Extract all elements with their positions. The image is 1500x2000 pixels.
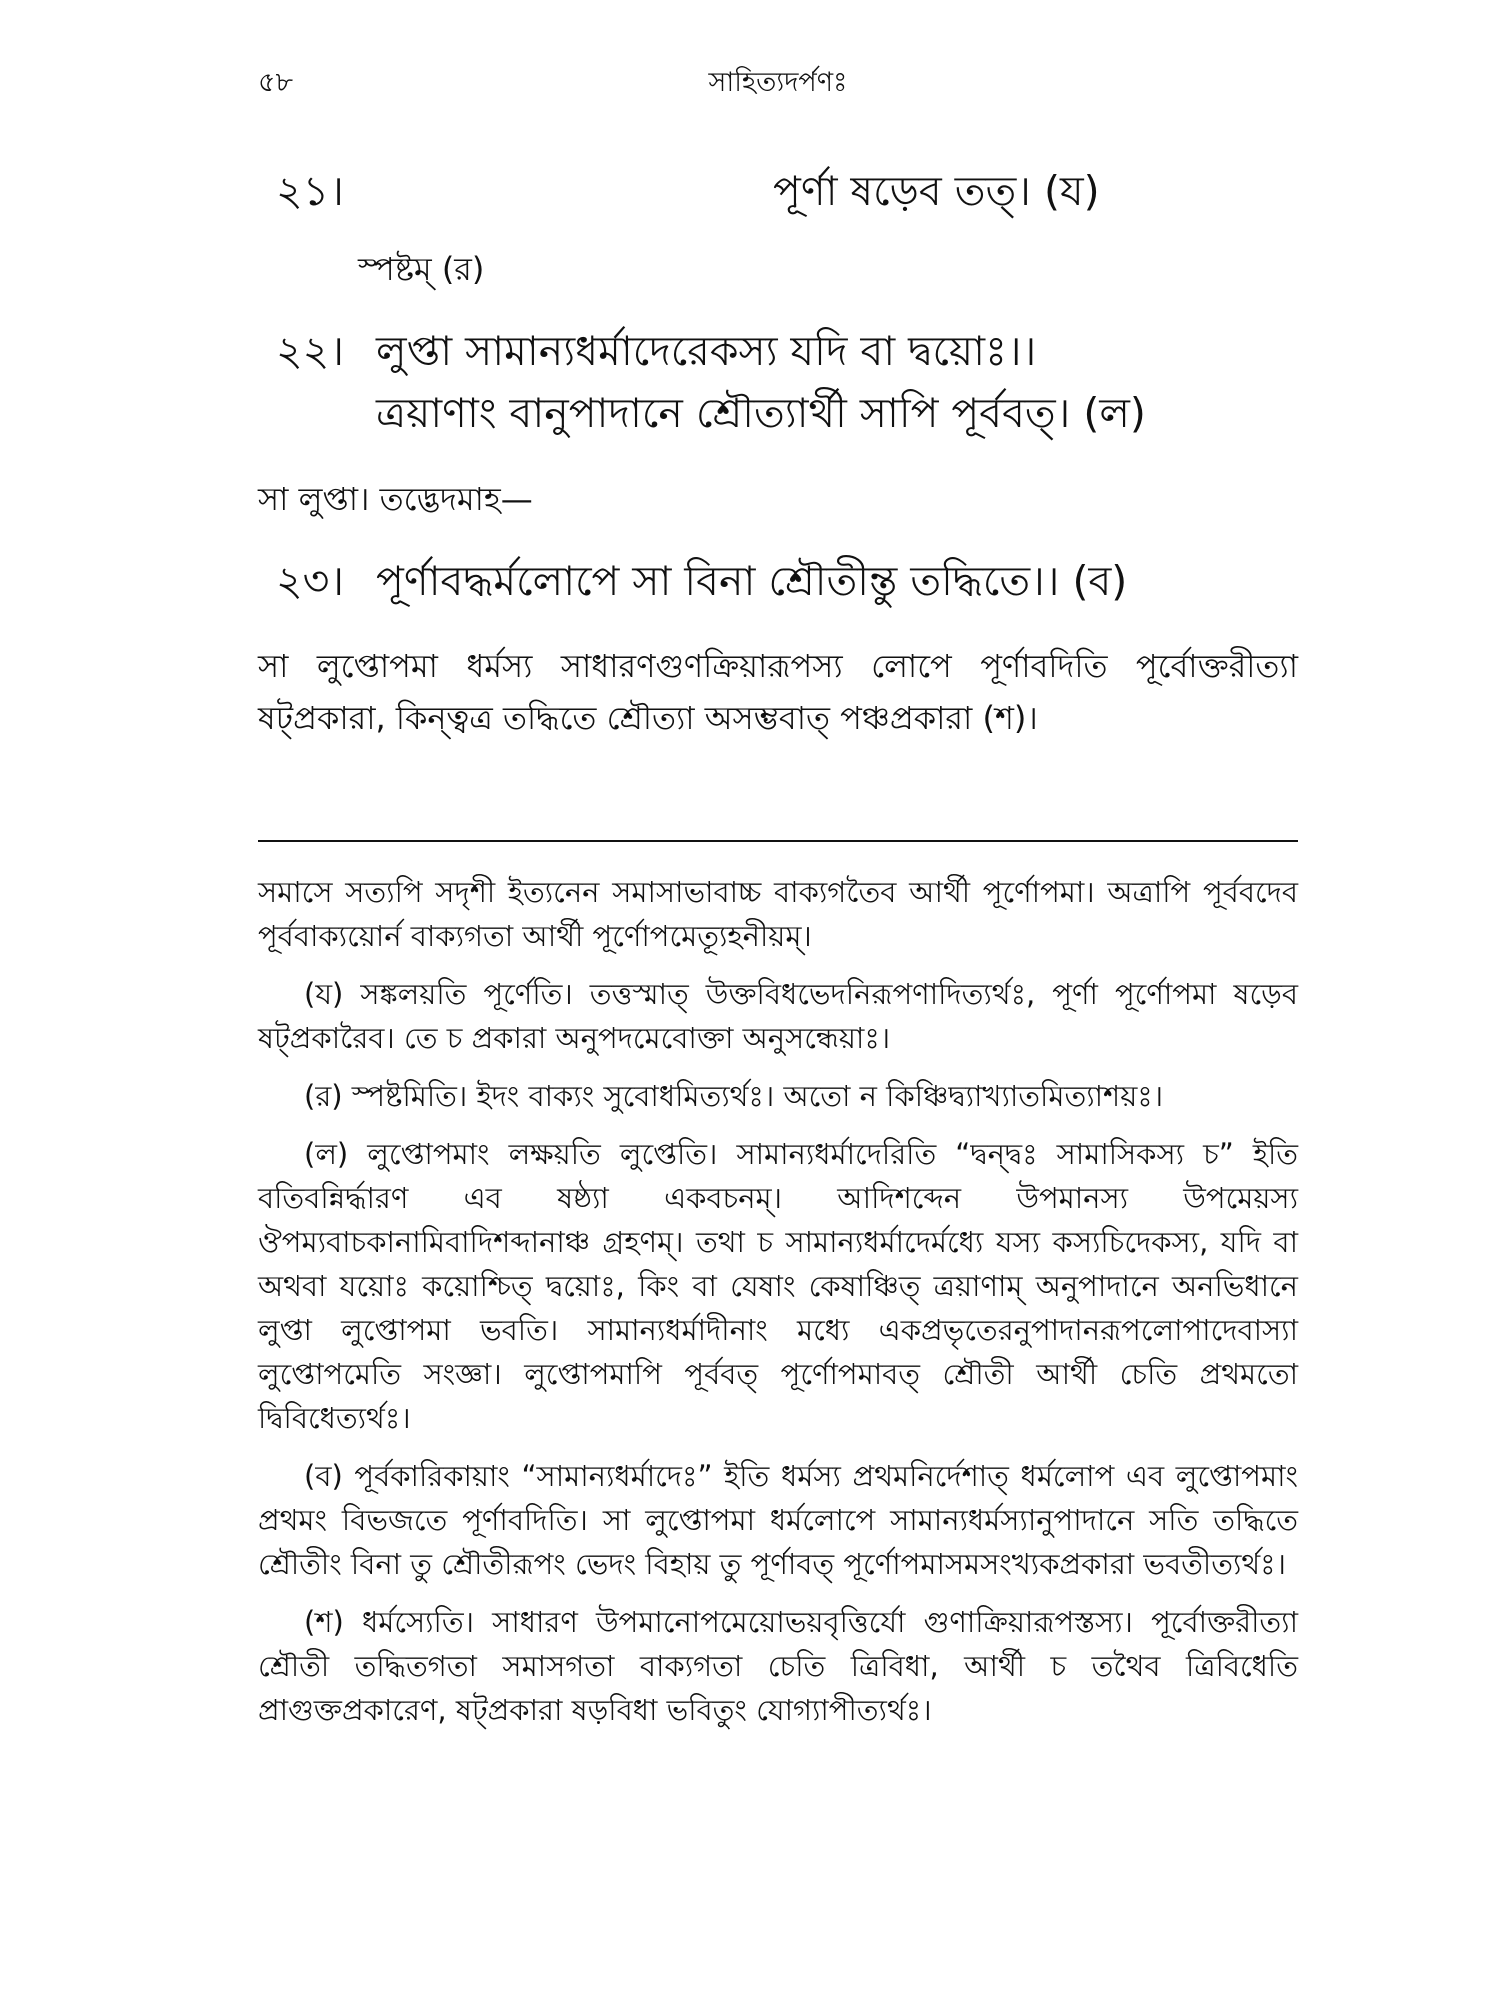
page-number: ৫৮ [258, 67, 294, 98]
vritti-paragraph: সা লুপ্তোপমা ধর্মস্য সাধারণগুণক্রিয়ারূপস্য লোপে পূর্ণাবদিতি পূর্বোক্তরীত্যা ষট্প্রকারা, কিন্ত্বত্র তদ্ধিতে শ্রৌত্যা অসম্ভবাত্ পঞ্চপ্রকারা (শ)। [258, 647, 1298, 737]
note-ra: (র) স্পষ্টমিতি। ইদং বাক্যং সুবোধমিত্যর্থঃ। অতো ন কিঞ্চিদ্ব্যাখ্যাতমিত্যাশয়ঃ। [304, 1079, 1164, 1113]
karika-number: ২১। [276, 167, 344, 215]
main-text [258, 160, 1298, 744]
commentary-notes [258, 870, 1298, 1746]
karika-text: ত্রয়াণাং বানুপাদানে শ্রৌত্যার্থী সাপি পূর্ববত্। (ল) [376, 389, 1146, 437]
page-header [258, 62, 1298, 102]
karika-22-line-2 [258, 382, 1298, 444]
karika-21 [258, 160, 1298, 222]
note-sha: (শ) ধর্মস্যেতি। সাধারণ উপমানোপমেয়োভয়বৃত্তির্যো গুণাক্রিয়ারূপস্তস্য। পূর্বোক্তরীত্যা শ্রৌতী তদ্ধিতগতা সমাসগতা বাক্যগতা চেতি ত্রিবিধা, আর্থী চ তথৈব ত্রিবিধেতি প্রাগুক্তপ্রকারেণ, ষট্প্রকারা ষড়বিধা ভবিতুং যোগ্যাপীত্যর্থঃ। [258, 1605, 1298, 1727]
karika-number: ২২। [276, 327, 344, 375]
intro-line: সা লুপ্তা। তদ্ভেদমাহ— [258, 480, 533, 518]
karika-text: লুপ্তা সামান্যধর্মাদেরেকস্য যদি বা দ্বয়োঃ।। [376, 327, 1037, 375]
karika-text: পূর্ণাবদ্ধর্মলোপে সা বিনা শ্রৌতীন্তু তদ্ধিতে।। (ব) [376, 557, 1128, 605]
note-la: (ল) লুপ্তোপমাং লক্ষয়তি লুপ্তেতি। সামান্যধর্মাদেরিতি “দ্বন্দ্বঃ সামাসিকস্য চ” ইতি বতিবন্নির্দ্ধারণ এব ষষ্ঠ্যা একবচনম্। আদিশব্দেন উপমানস্য উপমেয়স্য ঔপম্যবাচকানামিবাদিশব্দানাঞ্চ গ্রহণম্। তথা চ সামান্যধর্মাদের্মধ্যে যস্য কস্যচিদেকস্য, যদি বা অথবা যয়োঃ কয়োশ্চিত্ দ্বয়োঃ, কিং বা যেষাং কেষাঞ্চিত্ ত্রয়াণাম্ অনুপাদানে অনভিধানে লুপ্তা লুপ্তোপমা ভবতি। সামান্যধর্মাদীনাং মধ্যে একপ্রভৃতেরনুপাদানরূপলোপাদেবাস্যা লুপ্তোপমেতি সংজ্ঞা। লুপ্তোপমাপি পূর্ববত্ পূর্ণোপমাবত্ শ্রৌতী আর্থী চেতি প্রথমতো দ্বিবিধেত্যর্থঃ। [258, 1137, 1298, 1435]
note-ba: (ব) পূর্বকারিকায়াং “সামান্যধর্মাদেঃ” ইতি ধর্মস্য প্রথমনির্দেশাত্ ধর্মলোপ এব লুপ্তোপমাং প্রথমং বিভজতে পূর্ণাবদিতি। সা লুপ্তোপমা ধর্মলোপে সামান্যধর্মস্যানুপাদানে সতি তদ্ধিতে শ্রৌতীং বিনা তু শ্রৌতীরূপং ভেদং বিহায় তু পূর্ণাবত্ পূর্ণোপমাসমসংখ্যকপ্রকারা ভবতীত্যর্থঃ। [258, 1459, 1298, 1581]
karika-23 [258, 550, 1298, 612]
spashtam-line: স্পষ্টম্ (র) [358, 250, 485, 288]
karika-22-line-1 [258, 320, 1298, 382]
karika-number: ২৩। [276, 557, 344, 605]
footnote-divider [258, 840, 1298, 842]
note-continued: সমাসে সত্যপি সদৃশী ইত্যনেন সমাসাভাবাচ্চ বাক্যগতৈব আর্থী পূর্ণোপমা। অত্রাপি পূর্ববদেব পূর্ববাক্যয়োর্ন বাক্যগতা আর্থী পূর্ণোপমেত্যূহনীয়ম্। [258, 875, 1298, 953]
karika-text: পূর্ণা ষড়েব তত্। (য) [773, 167, 1100, 215]
note-ya: (য) সঙ্কলয়তি পূর্ণেতি। তত্তস্মাত্ উক্তবিধভেদনিরূপণাদিত্যর্থঃ, পূর্ণা পূর্ণোপমা ষড়েব ষট্প্রকারৈব। তে চ প্রকারা অনুপদমেবোক্তা অনুসন্ধেয়াঃ। [258, 977, 1298, 1055]
running-title: সাহিত্যদর্পণঃ [708, 67, 848, 98]
